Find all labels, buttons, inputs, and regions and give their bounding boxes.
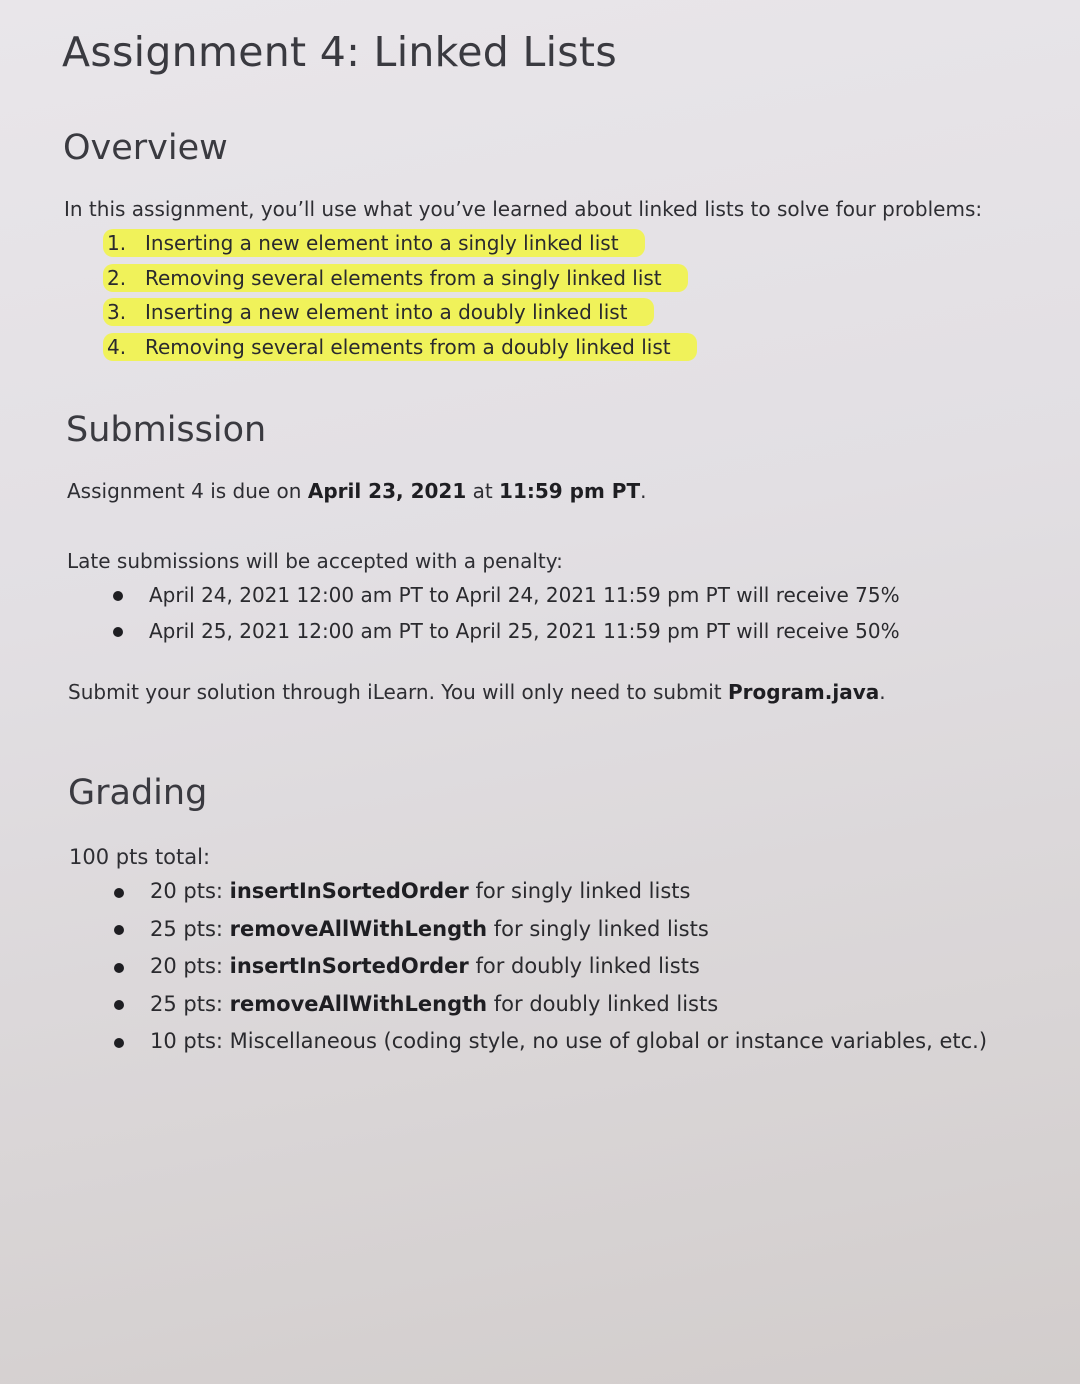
- list-item: 25 pts: removeAllWithLength for doubly linked lists: [110, 986, 987, 1024]
- overview-intro: In this assignment, you’ll use what you’ve learned about linked lists to solve four problems:: [64, 197, 983, 221]
- list-item: 10 pts: Miscellaneous (coding style, no use of global or instance variables, etc.): [110, 1023, 987, 1061]
- list-item: April 25, 2021 12:00 am PT to April 25, 2021 11:59 pm PT will receive 50%: [109, 613, 900, 649]
- highlight: 2. Removing several elements from a singly linked list: [103, 264, 688, 292]
- list-item: 25 pts: removeAllWithLength for singly linked lists: [110, 911, 987, 949]
- submission-heading: Submission: [66, 410, 267, 450]
- overview-heading: Overview: [63, 128, 228, 168]
- grading-total: 100 pts total:: [69, 845, 211, 869]
- list-item: 20 pts: insertInSortedOrder for singly linked lists: [110, 873, 987, 911]
- highlight: 3. Inserting a new element into a doubly linked list: [103, 298, 654, 326]
- list-item: [103, 263, 697, 298]
- list-item: April 24, 2021 12:00 am PT to April 24, 2021 11:59 pm PT will receive 75%: [109, 577, 900, 613]
- bullet-icon: [113, 591, 123, 601]
- submit-instructions: Submit your solution through iLearn. You will only need to submit Program.java.: [68, 680, 886, 704]
- late-penalty-list: [109, 577, 900, 649]
- list-item: [103, 228, 697, 263]
- highlight: 4. Removing several elements from a doubly linked list: [103, 333, 697, 361]
- bullet-icon: [114, 925, 124, 935]
- page-title: Assignment 4: Linked Lists: [62, 28, 617, 76]
- late-intro: Late submissions will be accepted with a penalty:: [67, 549, 563, 573]
- grading-list: [110, 873, 987, 1061]
- bullet-icon: [114, 888, 124, 898]
- list-item: [103, 297, 697, 332]
- bullet-icon: [114, 963, 124, 973]
- task-list: [103, 228, 697, 366]
- grading-heading: Grading: [68, 773, 208, 813]
- bullet-icon: [113, 627, 123, 637]
- bullet-icon: [114, 1000, 124, 1010]
- due-date-line: Assignment 4 is due on April 23, 2021 at 11:59 pm PT.: [67, 479, 647, 503]
- bullet-icon: [114, 1038, 124, 1048]
- highlight: 1. Inserting a new element into a singly linked list: [103, 229, 645, 257]
- list-item: 20 pts: insertInSortedOrder for doubly linked lists: [110, 948, 987, 986]
- list-item: [103, 332, 697, 367]
